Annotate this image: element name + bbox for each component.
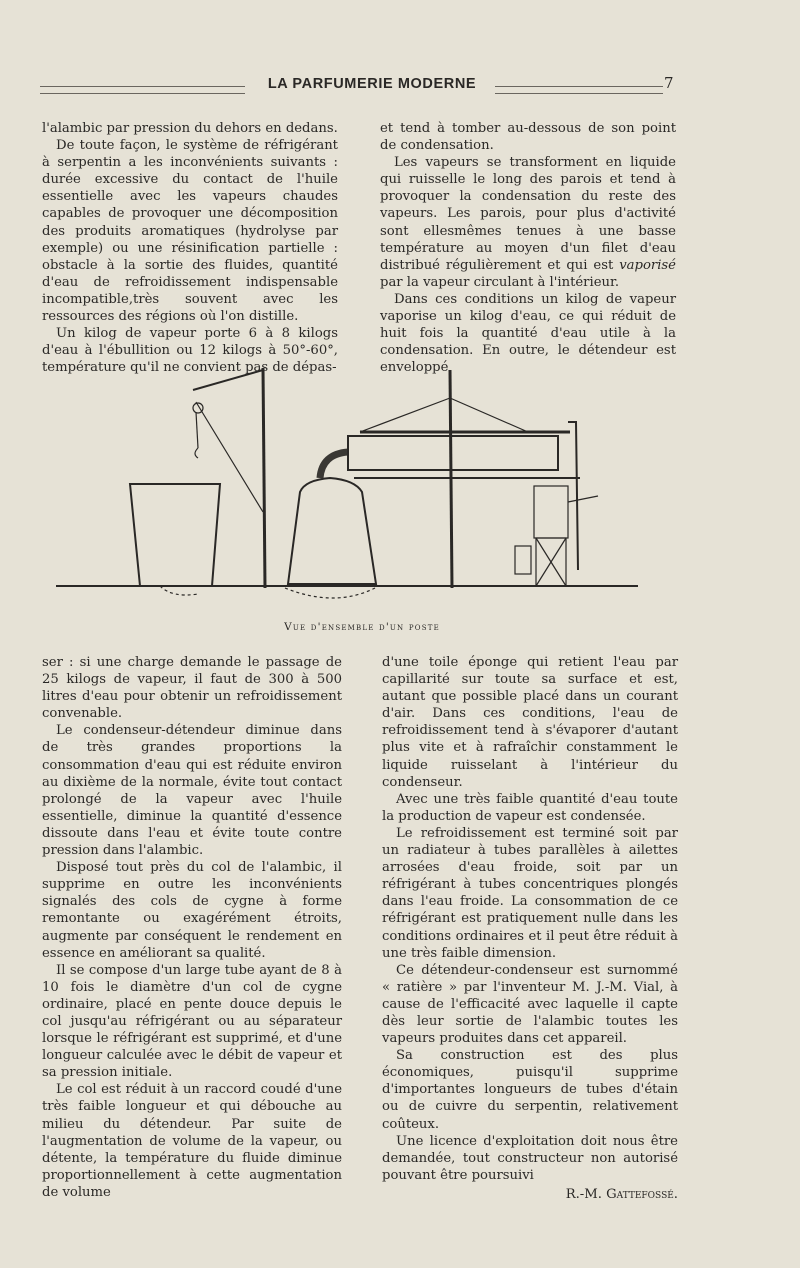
- paragraph: Disposé tout près du col de l'alambic, il supprime en outre les inconvénients signalés des cols de cygne à forme remontante ou exagérément étroits, augmente par conséquent le rendement en essence en améliorant sa qualité.: [42, 860, 342, 961]
- separator-icon: [515, 546, 531, 574]
- crane-post: [263, 368, 265, 588]
- paragraph: ser : si une charge demande le passage de 25 kilogs de vapeur, il faut de 300 à 500 litres d'eau pour obtenir un refroidissement convenable.: [42, 655, 342, 722]
- column-bottom-right: [382, 654, 678, 1203]
- column-top-right: [380, 120, 676, 376]
- frame-stay-left: [360, 398, 450, 432]
- paragraph: Avec une très faible quantité d'eau toute la production de vapeur est condensée.: [382, 791, 678, 824]
- running-header: [40, 70, 680, 106]
- apparatus-illustration: [50, 362, 660, 622]
- frame-stay-right: [450, 398, 528, 432]
- still-icon: [288, 478, 376, 584]
- paragraph: Le col est réduit à un raccord coudé d'une très faible longueur et qui débouche au milieu du détendeur. Par suite de l'augmentation de volume de la vapeur, ou détente, la température du fluide diminue proportionnellement à cette augmentation de volume: [42, 1082, 342, 1200]
- page-number: 7: [664, 74, 674, 92]
- condenser-detendeur-icon: [348, 436, 558, 470]
- header-rule-right: [495, 86, 663, 94]
- paragraph: l'alambic par pression du dehors en dedans.: [42, 121, 338, 136]
- crane-brace: [196, 402, 263, 512]
- text-run: par la vapeur circulant à l'intérieur.: [380, 274, 620, 290]
- vat-icon: [130, 484, 220, 586]
- vat-underground: [160, 586, 198, 595]
- column-top-left: [42, 120, 338, 376]
- crane-rope: [196, 412, 198, 448]
- gooseneck-icon: [320, 452, 348, 478]
- paragraph: Le refroidissement est terminé soit par un radiateur à tubes parallèles à ailettes arrosées d'eau froide, soit par un réfrigérant à tubes concentriques plongés dans l'eau froide. La consommation de ce réfrigérant est pratiquement nulle dans les conditions ordinaires et il peut être réduit à une très faible dimension.: [382, 825, 678, 961]
- paragraph: Ce détendeur-condenseur est surnommé « ratière » par l'inventeur M. J.-M. Vial, à cause de l'efficacité avec laquelle il capte dès leur sortie de l'alambic toutes les vapeurs produites dans cet appareil.: [382, 962, 678, 1047]
- radiator-icon: [534, 486, 568, 538]
- still-underground: [285, 588, 375, 598]
- paragraph: Sa construction est des plus économiques, puisqu'il supprime d'importantes longueurs de tubes d'étain ou de cuivre du serpentin, relativement coûteux.: [382, 1048, 678, 1132]
- paragraph: d'une toile éponge qui retient l'eau par capillarité sur toute sa surface et est, autant que possible placé dans un courant d'air. Dans ces conditions, l'eau de refroidissement tend à s'évaporer d'autant plus vite et à rafraîchir constamment le liquide ruisselant à l'intérieur du condenseur.: [382, 655, 678, 790]
- paragraph: Il se compose d'un large tube ayant de 8 à 10 fois le diamètre d'un col de cygne ordinaire, placé en pente douce depuis le col jusqu'au réfrigérant ou au séparateur lorsque le réfrigérant est supprimé, et d'une longueur calculée avec le débit de vapeur et sa pression initiale.: [42, 962, 342, 1081]
- crane-boom: [193, 370, 263, 390]
- paragraph: De toute façon, le système de réfrigérant à serpentin a les inconvénients suivants : durée excessive du contact de l'huile essentielle avec les vapeurs chaudes capables de provoquer une décomposition des produits aromatiques (hydrolyse par exemple) ou une résinification partielle : obstacle à la sortie des fluides, quantité d'eau de refroidissement indispensable incompatible,très souvent avec les ressources des régions où l'on distille.: [42, 138, 338, 325]
- vertical-pipe: [568, 422, 578, 570]
- paragraph: Un kilog de vapeur porte 6 à 8 kilogs d'eau à l'ébullition ou 12 kilogs à 50°-60°, température qu'il ne convient pas de dépas-: [42, 326, 338, 376]
- italic-word: vaporisé: [619, 257, 676, 273]
- paragraph: Dans ces conditions un kilog de vapeur vaporise un kilog d'eau, ce qui réduit de huit fois la quantité d'eau utile à la condensation. En outre, le détendeur est enveloppé: [380, 291, 676, 376]
- journal-title: LA PARFUMERIE MODERNE: [267, 76, 477, 92]
- paragraph: [380, 154, 676, 291]
- text-run: Les vapeurs se transforment en liquide qui ruisselle le long des parois et tend à provoquer la condensation du reste des vapeurs. Les parois, pour plus d'activité sont ellesmêmes tenues à une basse température au moyen d'un filet d'eau distribué régulièrement et qui est: [380, 155, 676, 273]
- crane-hook-icon: [195, 448, 198, 458]
- column-bottom-left: [42, 654, 342, 1201]
- outlet-pipe: [568, 496, 598, 502]
- paragraph: et tend à tomber au-dessous de son point de condensation.: [380, 121, 676, 154]
- paragraph: Le condenseur-détendeur diminue dans de très grandes proportions la consommation d'eau qui est réduite environ au dixième de la normale, évite tout contact prolongé de la vapeur avec l'huile essentielle, diminue la quantité d'essence dissoute dans l'eau et évite toute contre pression dans l'alambic.: [42, 723, 342, 859]
- header-rule-left: [40, 86, 245, 94]
- author-signature: R.-M. Gattefossé.: [565, 1186, 678, 1202]
- figure-caption: Vue d'ensemble d'un poste: [284, 621, 440, 633]
- paragraph: Une licence d'exploitation doit nous être demandée, tout constructeur non autorisé pouvant être poursuivi: [382, 1133, 678, 1183]
